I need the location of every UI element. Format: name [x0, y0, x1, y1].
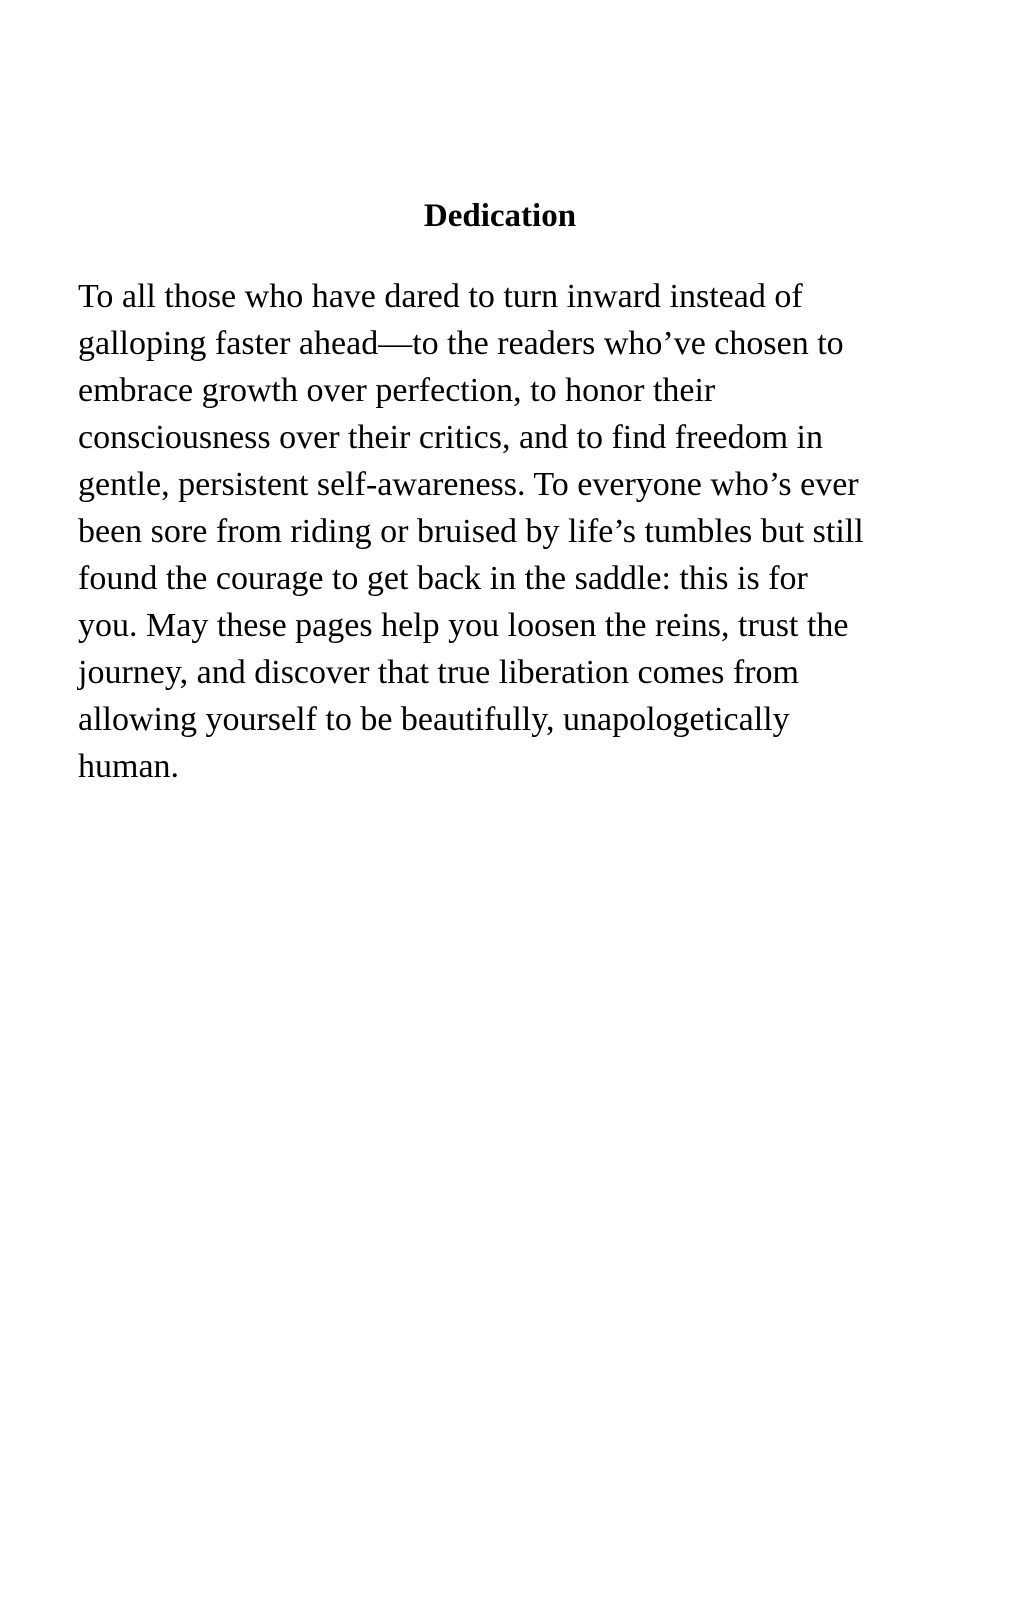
- text-line: consciousness over their critics, and to find freedom in: [78, 419, 823, 456]
- text-line: journey, and discover that true liberation comes from: [78, 654, 800, 691]
- text-line: found the courage to get back in the saddle: this is for: [78, 560, 808, 597]
- text-line: galloping faster ahead—to the readers who’ve chosen to: [78, 325, 844, 362]
- text-line: human.: [78, 748, 180, 785]
- page-title: Dedication: [423, 198, 577, 234]
- text-line: To all those who have dared to turn inward instead of: [78, 278, 803, 315]
- text-line: been sore from riding or bruised by life’s tumbles but still: [78, 513, 864, 550]
- dedication-paragraph: [78, 273, 938, 790]
- text-line: you. May these pages help you loosen the reins, trust the: [78, 607, 849, 644]
- text-line: embrace growth over perfection, to honor their: [78, 372, 716, 409]
- text-line: allowing yourself to be beautifully, unapologetically: [78, 701, 790, 738]
- text-line: gentle, persistent self-awareness. To everyone who’s ever: [78, 466, 859, 503]
